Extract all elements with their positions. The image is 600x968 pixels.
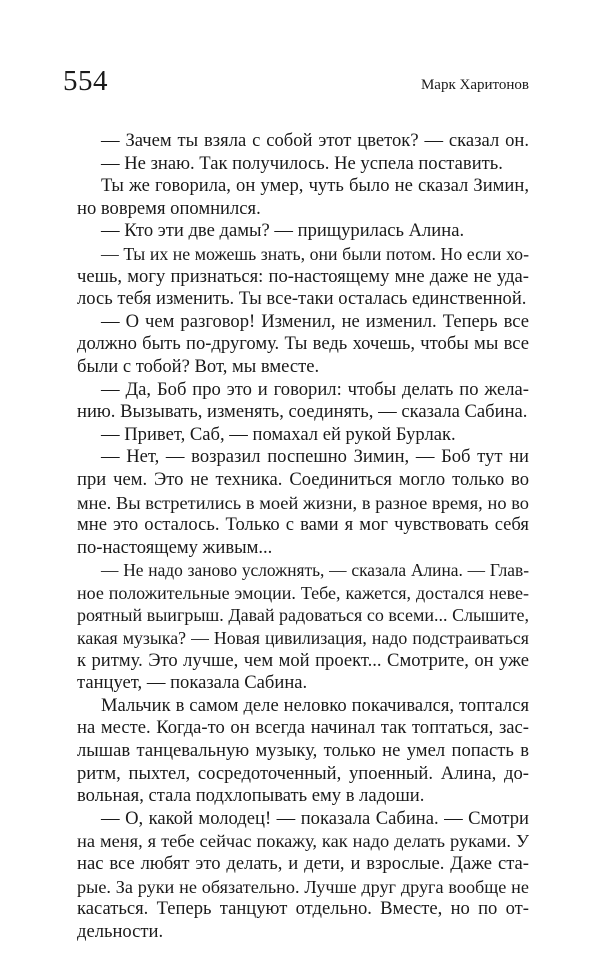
text-line: Мальчик в самом деле неловко покачивался, топтался — [101, 694, 529, 716]
text-line: при чем. Это не техника. Соединиться могло только во — [77, 468, 529, 490]
text-line: — Да, Боб про это и говорил: чтобы делать по жела- — [101, 378, 529, 400]
text-line: лось тебя изменить. Ты все-таки осталась единственной. — [77, 288, 527, 310]
text-line: — Кто эти две дамы? — прищурилась Алина. — [101, 220, 465, 242]
text-line: — Не знаю. Так получилось. Не успела поставить. — [101, 152, 503, 174]
text-line: нию. Вызывать, изменять, соединять, — сказала Сабина. — [77, 401, 528, 423]
text-line: — Ты их не можешь знать, они были потом. Но если хо- — [101, 243, 529, 264]
text-line: танцует, — показала Сабина. — [77, 672, 308, 694]
text-line: — О чем разговор! Изменил, не изменил. Теперь все — [101, 310, 529, 332]
text-line: дельности. — [77, 920, 164, 942]
page-number: 554 — [63, 65, 108, 97]
text-line: чешь, могу признаться: по-настоящему мне даже не уда- — [77, 265, 529, 287]
text-line: рые. За руки не обязательно. Лучше друг друга вообще не — [77, 876, 529, 897]
body-text — [77, 130, 529, 943]
text-line: — Привет, Саб, — помахал ей рукой Бурлак. — [101, 423, 456, 445]
text-line: мне. Вы встретились в моей жизни, в разное время, но во — [77, 492, 529, 513]
running-head-author: Марк Харитонов — [420, 77, 529, 93]
text-line: к ритму. Это лучше, чем мой проект... Смотрите, он уже — [77, 649, 529, 671]
text-line: на месте. Когда-то он всегда начинал так топтаться, зас- — [77, 717, 529, 739]
text-line: но вовремя опомнился. — [77, 197, 261, 219]
text-line: лышав танцевальную музыку, только не умел попасть в — [77, 740, 529, 762]
text-line: вольная, стала подхлопывать ему в ладоши. — [77, 785, 425, 807]
text-line: на меня, я тебе сейчас покажу, как надо делать руками. У — [77, 831, 529, 852]
text-line: ритм, пыхтел, сосредоточенный, упоенный. Алина, до- — [77, 762, 529, 784]
text-line: какая музыка? — Новая цивилизация, надо подстраиваться — [77, 628, 529, 649]
text-line: нас все любят это делать, и дети, и взрослые. Даже ста- — [77, 853, 529, 874]
text-line: мне это осталось. Только с вами я мог чувствовать себя — [77, 514, 529, 536]
text-line: — О, какой молодец! — показала Сабина. — Смотри — [101, 807, 529, 829]
text-line: были с тобой? Вот, мы вместе. — [77, 355, 320, 377]
text-line: ное положительные эмоции. Тебе, кажется, достался неве- — [77, 582, 529, 603]
text-line: должно быть по-другому. Ты ведь хочешь, чтобы мы все — [77, 333, 529, 355]
text-line: Ты же говорила, он умер, чуть было не сказал Зимин, — [101, 175, 529, 197]
text-line: — Зачем ты взяла с собой этот цветок? — сказал он. — [101, 130, 529, 151]
text-line: по-настоящему живым... — [77, 536, 273, 558]
text-line: роятный выигрыш. Давай радоваться со всеми... Слышите, — [77, 605, 529, 626]
text-line: касаться. Теперь танцуют отдельно. Вместе, но по от- — [77, 898, 529, 920]
text-line: — Нет, — возразил поспешно Зимин, — Боб тут ни — [101, 446, 529, 468]
text-line: — Не надо заново усложнять, — сказала Алина. — Глав- — [101, 560, 529, 581]
